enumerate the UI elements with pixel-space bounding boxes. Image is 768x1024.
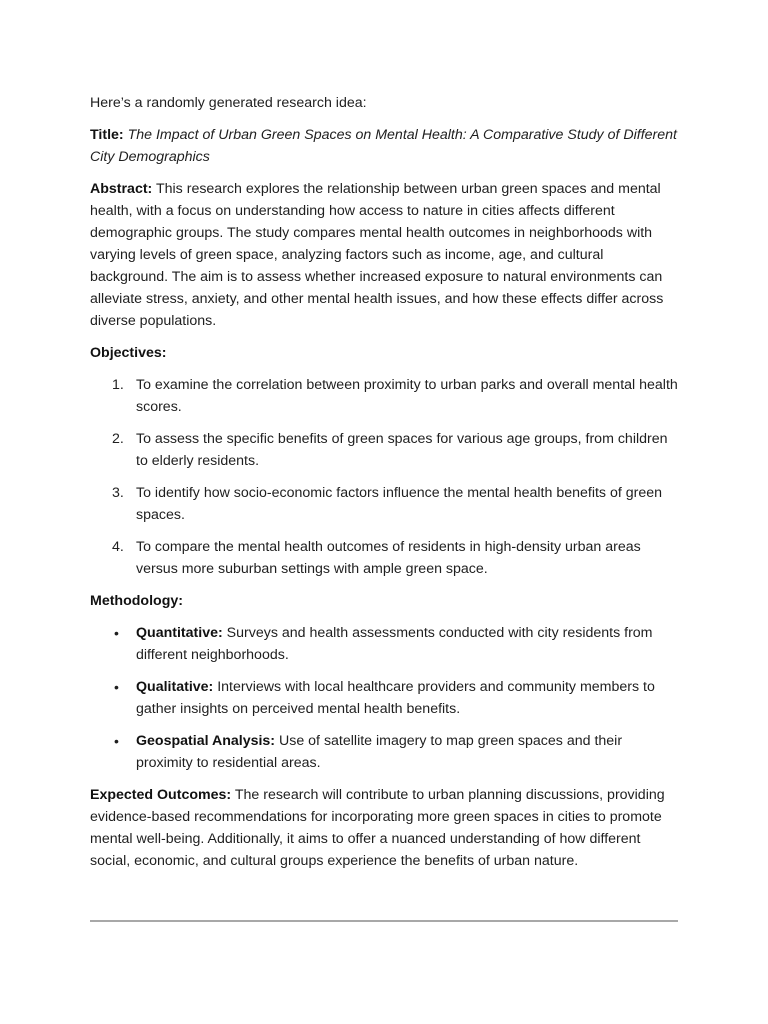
objective-item [90,428,680,472]
objective-number: 2. [112,431,124,447]
methodology-item [90,622,680,666]
methodology-item [90,676,680,720]
bullet-icon: • [114,679,119,695]
title-paragraph [90,124,680,168]
objectives-label: Objectives: [90,345,167,361]
methodology-heading [90,590,680,612]
objective-number: 4. [112,539,124,555]
methodology-list [90,622,680,774]
expected-outcomes-paragraph [90,784,680,872]
methodology-item [90,730,680,774]
objective-text: To assess the specific benefits of green spaces for various age groups, from children to elderly residents. [136,431,668,469]
abstract-label: Abstract: [90,181,153,197]
document-body [90,92,680,882]
methodology-item-text: Interviews with local healthcare providers and community members to gather insights on perceived mental health benefits. [136,679,655,717]
abstract-paragraph [90,178,680,332]
intro-text: Here’s a randomly generated research idea: [90,95,367,111]
methodology-item-text: Surveys and health assessments conducted with city residents from different neighborhoods. [136,625,653,663]
horizontal-divider [90,920,678,922]
bullet-icon: • [114,733,119,749]
methodology-item-label: Qualitative: [136,679,214,695]
objective-text: To identify how socio-economic factors influence the mental health benefits of green spaces. [136,485,663,523]
objective-item [90,536,680,580]
objectives-list [90,374,680,580]
abstract-text: This research explores the relationship between urban green spaces and mental health, with a focus on understanding how access to nature in cities affects different demographic groups. The study compares mental health outcomes in neighborhoods with varying levels of green space, analyzing factors such as income, age, and cultural background. The aim is to assess whether increased exposure to natural environments can alleviate stress, anxiety, and other mental health issues, and how these effects differ across diverse populations. [90,181,664,329]
objective-number: 1. [112,377,124,393]
title-label: Title: [90,127,124,143]
title-text: The Impact of Urban Green Spaces on Mental Health: A Comparative Study of Different City Demographics [90,127,677,165]
objective-number: 3. [112,485,124,501]
methodology-label: Methodology: [90,593,183,609]
objective-item [90,374,680,418]
objective-text: To examine the correlation between proximity to urban parks and overall mental health scores. [136,377,678,415]
objective-text: To compare the mental health outcomes of residents in high-density urban areas versus more suburban settings with ample green space. [136,539,641,577]
methodology-item-label: Geospatial Analysis: [136,733,276,749]
expected-outcomes-label: Expected Outcomes: [90,787,232,803]
objective-item [90,482,680,526]
expected-outcomes-text: The research will contribute to urban planning discussions, providing evidence-based recommendations for incorporating more green spaces in cities to promote mental well-being. Additionally, it aims to offer a nuanced understanding of how different social, economic, and cultural groups experience the benefits of urban nature. [90,787,665,869]
objectives-heading [90,342,680,364]
bullet-icon: • [114,625,119,641]
methodology-item-label: Quantitative: [136,625,223,641]
methodology-item-text: Use of satellite imagery to map green spaces and their proximity to residential areas. [136,733,623,771]
